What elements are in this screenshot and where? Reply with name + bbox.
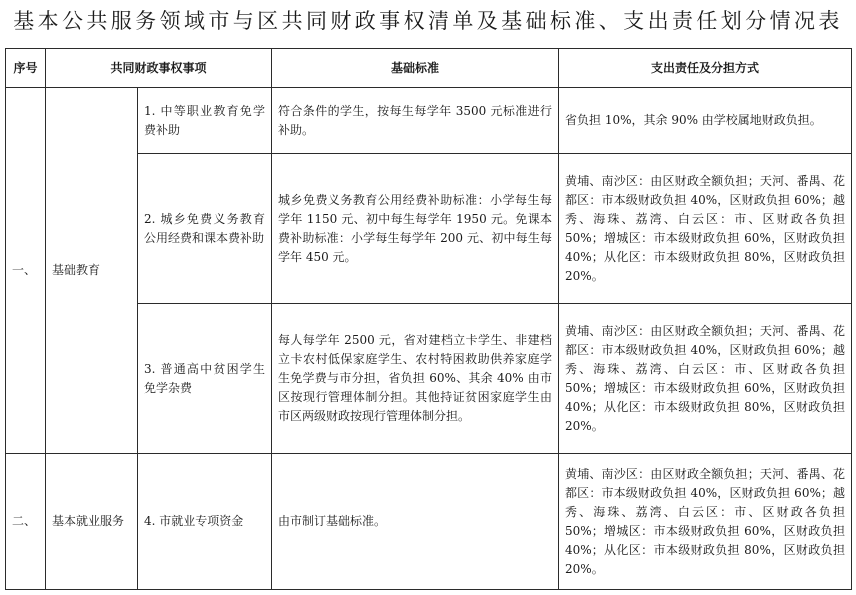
responsibility-cell: 省负担 10%，其余 90% 由学校属地财政负担。 [559, 88, 852, 154]
header-item: 共同财政事权事项 [46, 49, 272, 88]
group-seq: 一、 [6, 88, 46, 454]
responsibility-cell: 黄埔、南沙区：由区财政全额负担；天河、番禺、花都区：市本级财政负担 40%，区财政负担 60%；越秀、海珠、荔湾、白云区：市、区财政各负担 50%；增城区：市本级财政负担 60%，区财政负担 40%；从化区：市本级财政负担 80%，区财政负担 20%。 [559, 454, 852, 590]
item-cell: 4. 市就业专项资金 [138, 454, 272, 590]
responsibility-table [5, 48, 852, 590]
standard-cell: 每人每学年 2500 元，省对建档立卡学生、非建档立卡农村低保家庭学生、农村特困救助供养家庭学生免学费与市分担，省负担 60%、其余 40% 由市区按现行管理体制分担。其他持证贫困家庭学生由市区两级财政按现行管理体制分担。 [272, 304, 559, 454]
table-header-row [6, 49, 852, 88]
standard-cell: 符合条件的学生，按每生每学年 3500 元标准进行补助。 [272, 88, 559, 154]
standard-cell: 由市制订基础标准。 [272, 454, 559, 590]
group-category: 基础教育 [46, 88, 138, 454]
standard-cell: 城乡免费义务教育公用经费补助标准：小学每生每学年 1150 元、初中每生每学年 1950 元。免课本费补助标准：小学每生每学年 200 元、初中每生每学年 450 元。 [272, 154, 559, 304]
group-category: 基本就业服务 [46, 454, 138, 590]
item-cell: 1. 中等职业教育免学费补助 [138, 88, 272, 154]
responsibility-cell: 黄埔、南沙区：由区财政全额负担；天河、番禺、花都区：市本级财政负担 40%，区财政负担 60%；越秀、海珠、荔湾、白云区：市、区财政各负担 50%；增城区：市本级财政负担 60%，区财政负担 40%；从化区：市本级财政负担 80%，区财政负担 20%。 [559, 154, 852, 304]
table-row [6, 88, 852, 154]
header-standard: 基础标准 [272, 49, 559, 88]
group-seq: 二、 [6, 454, 46, 590]
item-cell: 3. 普通高中贫困学生免学杂费 [138, 304, 272, 454]
table-row [6, 454, 852, 590]
responsibility-cell: 黄埔、南沙区：由区财政全额负担；天河、番禺、花都区：市本级财政负担 40%，区财政负担 60%；越秀、海珠、荔湾、白云区：市、区财政各负担 50%；增城区：市本级财政负担 60%，区财政负担 40%；从化区：市本级财政负担 80%，区财政负担 20%。 [559, 304, 852, 454]
item-cell: 2. 城乡免费义务教育公用经费和课本费补助 [138, 154, 272, 304]
document-title: 基本公共服务领域市与区共同财政事权清单及基础标准、支出责任划分情况表 [13, 9, 843, 33]
header-seq: 序号 [6, 49, 46, 88]
header-responsibility: 支出责任及分担方式 [559, 49, 852, 88]
